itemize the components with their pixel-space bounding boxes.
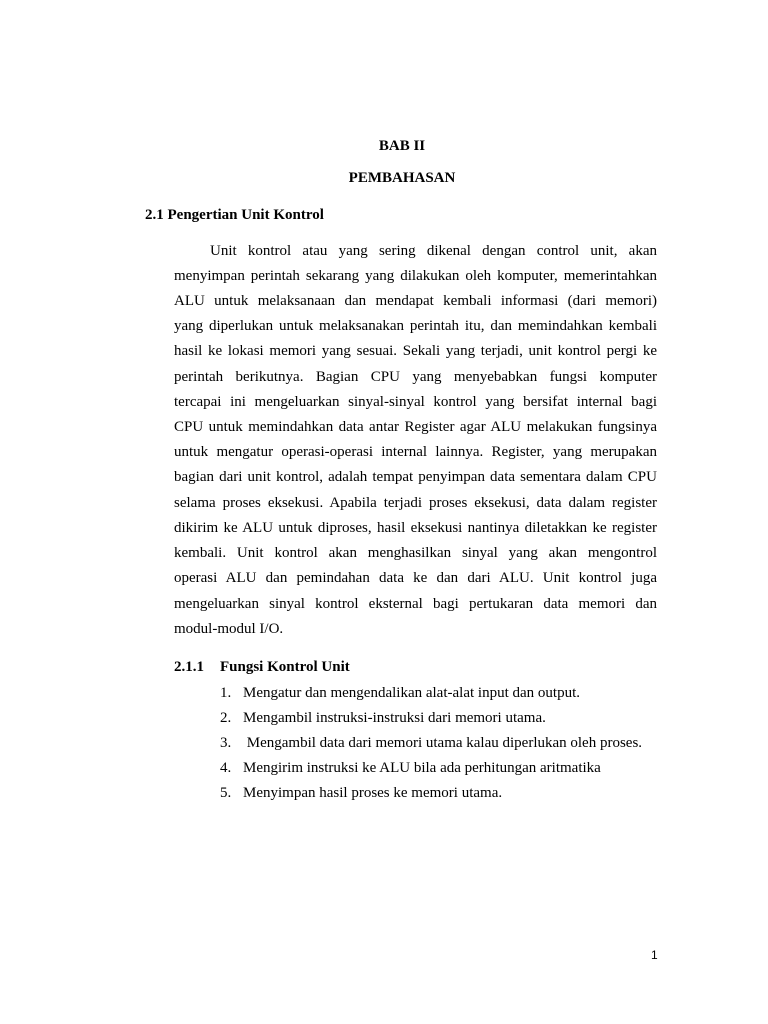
paragraph-line: Unit kontrol atau yang sering dikenal dengan control unit, akan — [210, 243, 657, 259]
paragraph-line: kembali. Unit kontrol akan menghasilkan sinyal yang akan mengontrol — [174, 545, 657, 561]
section-heading: 2.1 Pengertian Unit Kontrol — [145, 207, 324, 223]
paragraph-line: untuk mengatur operasi-operasi internal lainnya. Register, yang merupakan — [174, 444, 657, 460]
page-number: 1 — [651, 948, 658, 962]
list-number: 3. — [220, 735, 232, 751]
list-item: Mengatur dan mengendalikan alat-alat input dan output. — [243, 685, 580, 701]
list-number: 5. — [220, 785, 232, 801]
list-item: Mengirim instruksi ke ALU bila ada perhitungan aritmatika — [243, 760, 601, 776]
paragraph-line: bagian dari unit kontrol, adalah tempat penyimpan data sementara dalam CPU — [174, 469, 657, 485]
paragraph-line: perintah berikutnya. Bagian CPU yang menyebabkan fungsi komputer — [174, 369, 657, 385]
paragraph-line: ALU untuk melaksanaan dan mendapat kembali informasi (dari memori) — [174, 293, 657, 309]
paragraph-line: operasi ALU dan pemindahan data ke dan dari ALU. Unit kontrol juga — [174, 570, 657, 586]
paragraph-line: mengeluarkan sinyal kontrol eksternal bagi pertukaran data memori dan — [174, 596, 657, 612]
paragraph-line: selama proses eksekusi. Apabila terjadi proses eksekusi, data dalam register — [174, 495, 657, 511]
chapter-subtitle: PEMBAHASAN — [348, 170, 456, 186]
paragraph-line: tercapai ini mengeluarkan sinyal-sinyal kontrol yang bersifat internal bagi — [174, 394, 657, 410]
list-item: Menyimpan hasil proses ke memori utama. — [243, 785, 503, 801]
paragraph-line: CPU untuk memindahkan data antar Register agar ALU melakukan fungsinya — [174, 419, 657, 435]
paragraph-line: dikirim ke ALU untuk diproses, hasil eksekusi nantinya diletakkan ke register — [174, 520, 657, 536]
paragraph-line: menyimpan perintah sekarang yang dilakukan oleh komputer, memerintahkan — [174, 268, 657, 284]
paragraph-line: modul-modul I/O. — [174, 621, 284, 637]
subsection-number: 2.1.1 — [174, 659, 204, 675]
list-number: 2. — [220, 710, 232, 726]
list-number: 4. — [220, 760, 232, 776]
paragraph-line: yang diperlukan untuk melaksanakan perintah itu, dan memindahkan kembali — [174, 318, 657, 334]
list-item: Mengambil data dari memori utama kalau diperlukan oleh proses. — [243, 735, 643, 751]
list-item: Mengambil instruksi-instruksi dari memori utama. — [243, 710, 546, 726]
subsection-title: Fungsi Kontrol Unit — [220, 659, 350, 675]
paragraph-line: hasil ke lokasi memori yang sesuai. Sekali yang terjadi, unit kontrol pergi ke — [174, 343, 657, 359]
chapter-title: BAB II — [378, 138, 426, 154]
list-number: 1. — [220, 685, 232, 701]
